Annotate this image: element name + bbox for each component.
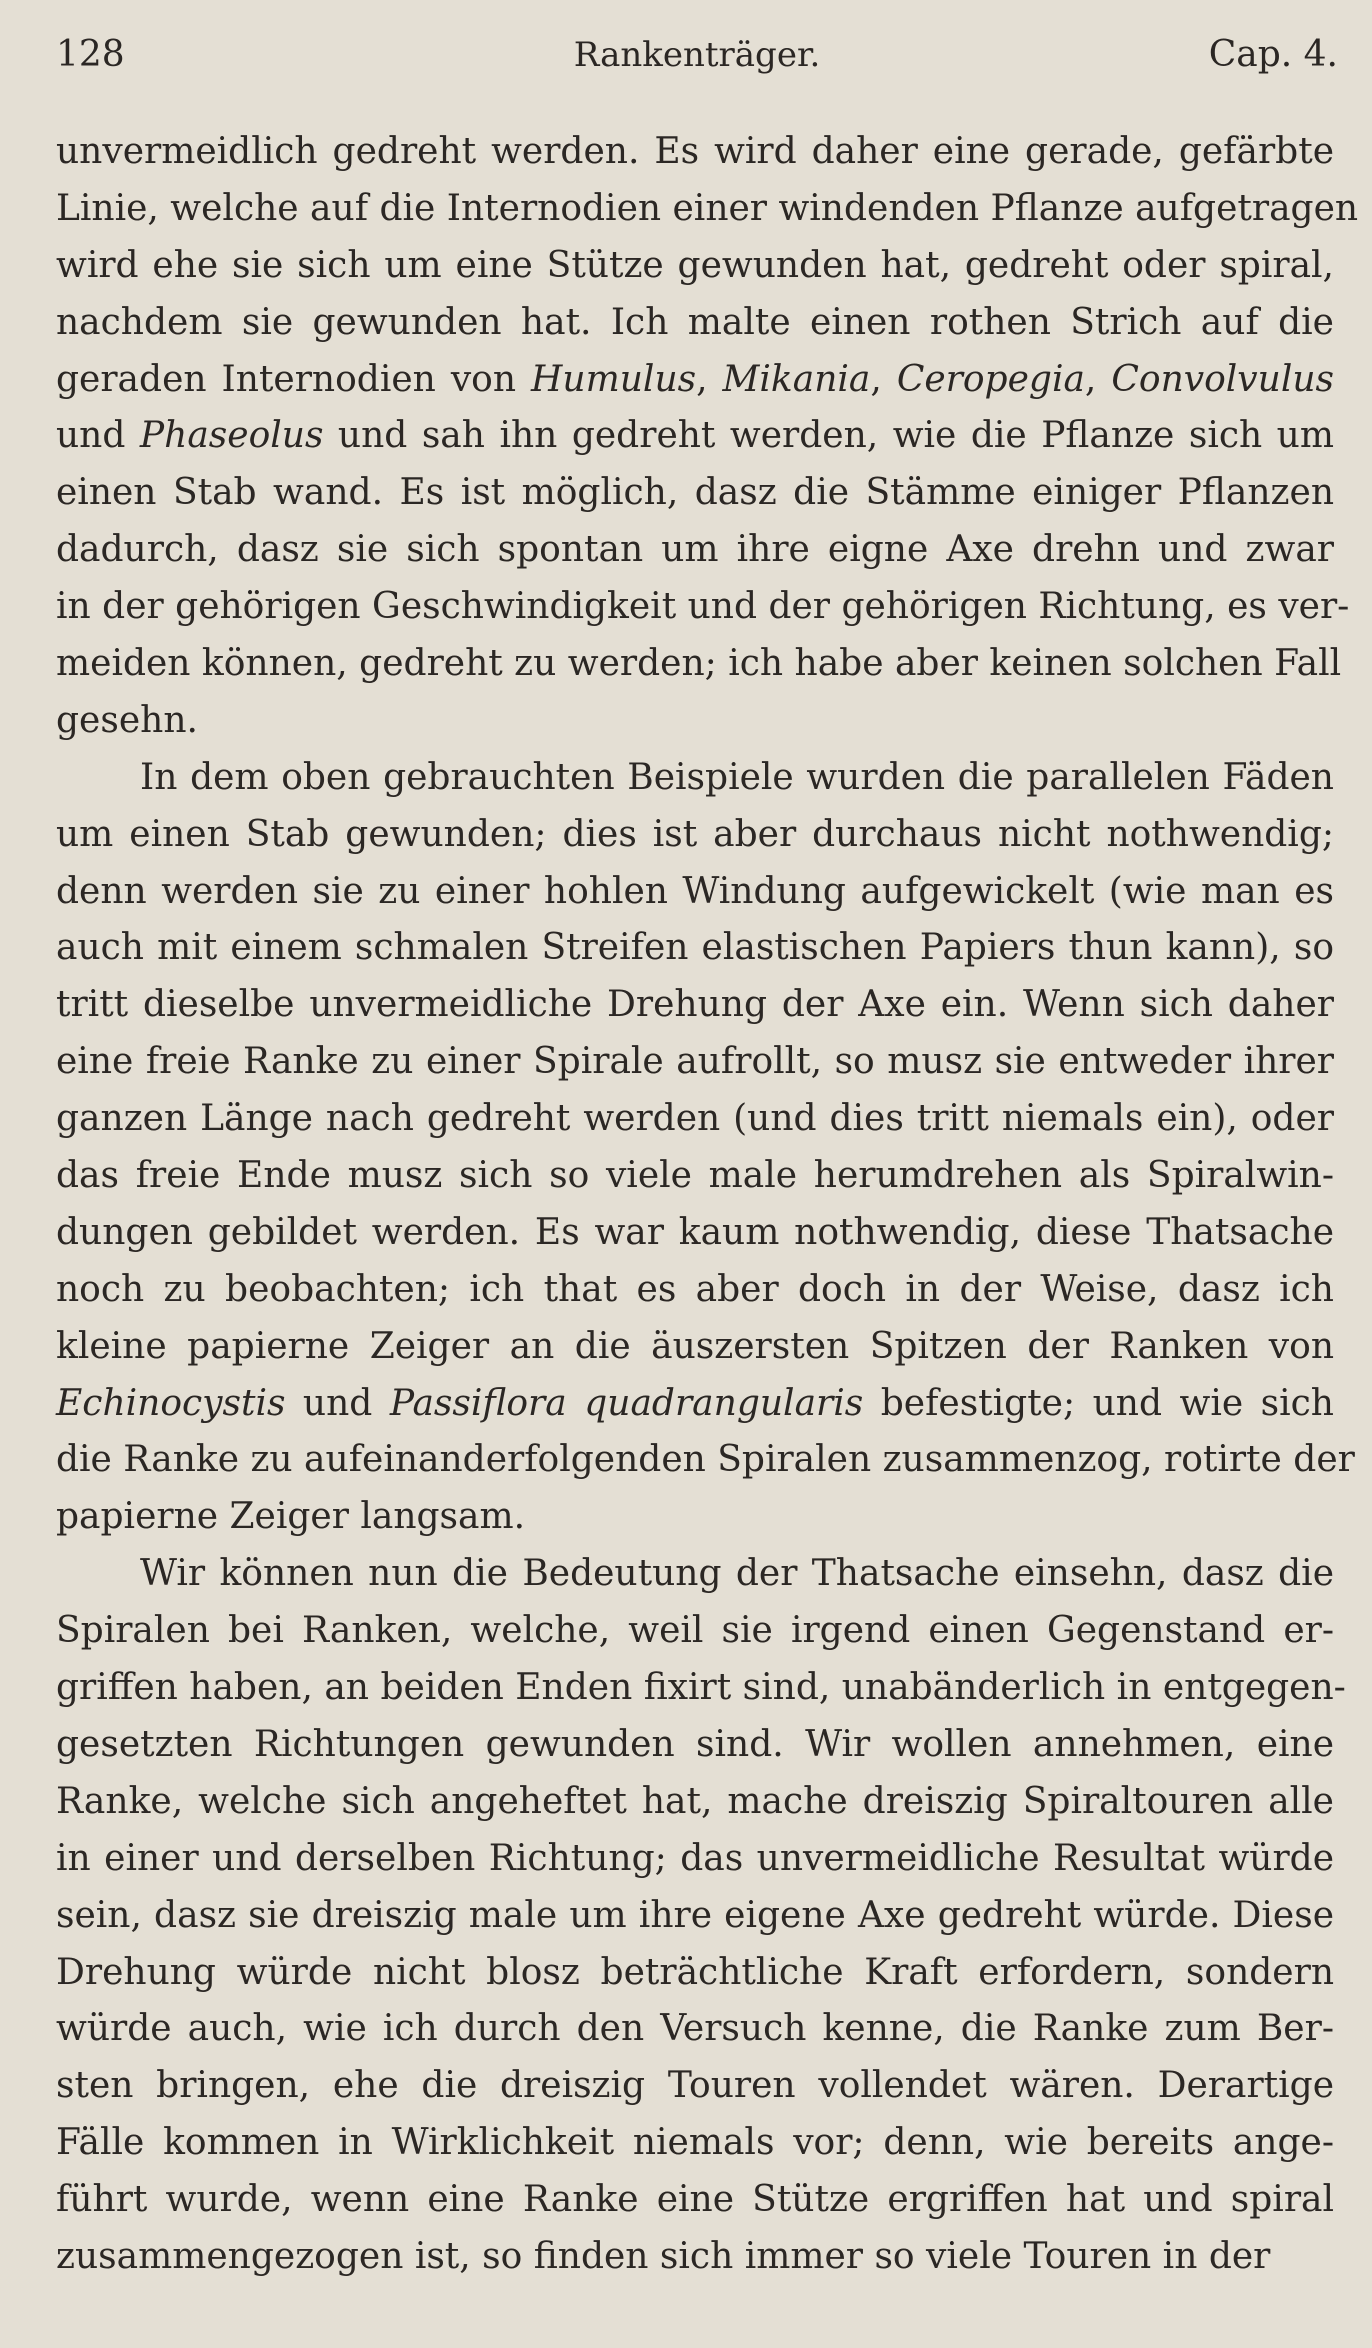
text-segment: würde auch, wie ich durch den Versuch kenne, die Ranke zum Ber- — [56, 2008, 1334, 2050]
text-line — [56, 465, 1334, 522]
text-segment: , — [1084, 358, 1112, 400]
text-segment: sten bringen, ehe die dreiszig Touren vollendet wären. Derartige — [56, 2065, 1334, 2107]
paragraph — [56, 1546, 1346, 2286]
text-segment: um einen Stab gewunden; dies ist aber durchaus nicht nothwendig; — [56, 813, 1334, 855]
text-segment: und — [56, 415, 140, 457]
text-line — [56, 1603, 1334, 1660]
paragraph — [56, 750, 1355, 1546]
text-line — [56, 1262, 1334, 1319]
text-line — [56, 579, 1350, 636]
text-line — [56, 1091, 1334, 1148]
text-segment: papierne Zeiger langsam. — [56, 1496, 526, 1538]
text-segment: in einer und derselben Richtung; das unvermeidliche Resultat würde — [56, 1837, 1334, 1879]
text-segment: einen Stab wand. Es ist möglich, dasz die Stämme einiger Pflanzen — [56, 472, 1334, 514]
text-line — [56, 2115, 1334, 2172]
text-segment: die Ranke zu aufeinanderfolgenden Spiralen zusammenzog, rotirte der — [56, 1439, 1355, 1481]
italic-text: Mikania — [722, 358, 871, 400]
text-segment: Fälle kommen in Wirklichkeit niemals vor; denn, wie bereits ange- — [56, 2122, 1334, 2164]
text-segment: unvermeidlich gedreht werden. Es wird daher eine gerade, gefärbte — [56, 131, 1334, 172]
text-line — [56, 1945, 1334, 2002]
text-segment: und — [285, 1382, 390, 1424]
text-segment: Wir können nun die Bedeutung der Thatsache einsehn, dasz die — [140, 1553, 1334, 1595]
italic-text: Phaseolus — [139, 415, 324, 457]
text-segment: ganzen Länge nach gedreht werden (und dies tritt niemals ein), oder — [56, 1098, 1334, 1140]
text-line — [56, 2058, 1334, 2115]
text-segment: denn werden sie zu einer hohlen Windung aufgewickelt (wie man es — [56, 870, 1334, 912]
text-line — [56, 1546, 1334, 1603]
text-line — [56, 1148, 1334, 1205]
text-line — [56, 1432, 1355, 1489]
text-segment: Drehung würde nicht blosz beträchtliche Kraft erfordern, sondern — [56, 1951, 1334, 1993]
text-line — [56, 295, 1334, 352]
text-line — [56, 807, 1334, 864]
text-line — [56, 750, 1334, 807]
text-line — [56, 2229, 1334, 2286]
text-segment: noch zu beobachten; ich that es aber doch in der Weise, dasz ich — [56, 1268, 1334, 1310]
paragraph — [56, 124, 1359, 750]
text-line — [56, 181, 1359, 238]
text-segment: tritt dieselbe unvermeidliche Drehung der Axe ein. Wenn sich daher — [56, 984, 1334, 1026]
text-segment: in der gehörigen Geschwindigkeit und der gehörigen Richtung, es ver- — [56, 586, 1350, 628]
text-line — [56, 522, 1334, 579]
body-text — [56, 124, 1359, 2286]
text-segment: eine freie Ranke zu einer Spirale aufrollt, so musz sie entweder ihrer — [56, 1041, 1334, 1083]
text-line — [56, 2001, 1334, 2058]
text-segment: kleine papierne Zeiger an die äuszersten Spitzen der Ranken von — [56, 1325, 1334, 1367]
text-line — [56, 1717, 1334, 1774]
running-title: Rankenträger. — [573, 35, 821, 75]
italic-text: Humulus — [531, 358, 697, 400]
text-segment: , — [696, 358, 723, 400]
text-segment: Linie, welche auf die Internodien einer windenden Pflanze aufgetragen — [56, 187, 1359, 229]
text-line — [56, 1660, 1346, 1717]
text-segment: In dem oben gebrauchten Beispiele wurden die parallelen Fäden — [140, 756, 1334, 798]
text-line — [56, 977, 1334, 1034]
italic-text: Passiflora quadrangularis — [389, 1382, 864, 1424]
text-line — [56, 864, 1334, 921]
running-head — [56, 30, 1338, 80]
text-segment: führt wurde, wenn eine Ranke eine Stütze ergriffen hat und spiral — [56, 2179, 1334, 2221]
text-line — [56, 1489, 1334, 1546]
text-segment: das freie Ende musz sich so viele male herumdrehen als Spiralwin- — [56, 1155, 1334, 1197]
italic-text: Echinocystis — [56, 1382, 286, 1424]
text-segment: auch mit einem schmalen Streifen elastischen Papiers thun kann), so — [56, 927, 1334, 969]
text-segment: gesetzten Richtungen gewunden sind. Wir wollen annehmen, eine — [56, 1723, 1334, 1765]
text-line — [56, 1774, 1334, 1831]
text-line — [56, 238, 1334, 295]
text-segment: nachdem sie gewunden hat. Ich malte einen rothen Strich auf die — [56, 301, 1334, 343]
text-line — [56, 1319, 1334, 1376]
text-segment: Spiralen bei Ranken, welche, weil sie irgend einen Gegenstand er- — [56, 1610, 1334, 1652]
text-segment: meiden können, gedreht zu werden; ich habe aber keinen solchen Fall — [56, 643, 1342, 685]
text-segment: dungen gebildet werden. Es war kaum nothwendig, diese Thatsache — [56, 1211, 1334, 1253]
text-segment: Ranke, welche sich angeheftet hat, mache dreiszig Spiraltouren alle — [56, 1780, 1334, 1822]
text-segment: geraden Internodien von — [56, 358, 532, 400]
text-line — [56, 636, 1342, 693]
text-line — [56, 408, 1334, 465]
text-line — [56, 2172, 1334, 2229]
text-segment: befestigte; und wie sich — [863, 1382, 1334, 1424]
text-segment: und sah ihn gedreht werden, wie die Pflanze sich um — [323, 415, 1334, 457]
text-segment: griffen haben, an beiden Enden fixirt sind, unabänderlich in entgegen- — [56, 1667, 1346, 1709]
text-line — [56, 352, 1334, 409]
text-line — [56, 124, 1334, 181]
text-line — [56, 1034, 1334, 1091]
text-segment: sein, dasz sie dreiszig male um ihre eigene Axe gedreht würde. Diese — [56, 1894, 1334, 1936]
page-number: 128 — [56, 34, 125, 75]
text-segment: wird ehe sie sich um eine Stütze gewunden hat, gedreht oder spiral, — [56, 244, 1334, 286]
text-segment: dadurch, dasz sie sich spontan um ihre eigne Axe drehn und zwar — [56, 529, 1334, 571]
chapter-label: Cap. 4. — [1208, 34, 1338, 75]
text-segment: zusammengezogen ist, so finden sich immer so viele Touren in der — [56, 2235, 1271, 2277]
text-segment: , — [870, 358, 897, 400]
text-segment: gesehn. — [56, 699, 198, 741]
italic-text: Ceropegia — [896, 358, 1085, 400]
text-line — [56, 693, 1334, 750]
text-line — [56, 1888, 1334, 1945]
text-line — [56, 1831, 1334, 1888]
text-line — [56, 1376, 1334, 1433]
italic-text: Convolvulus — [1111, 358, 1334, 400]
text-line — [56, 1205, 1334, 1262]
text-line — [56, 920, 1334, 977]
